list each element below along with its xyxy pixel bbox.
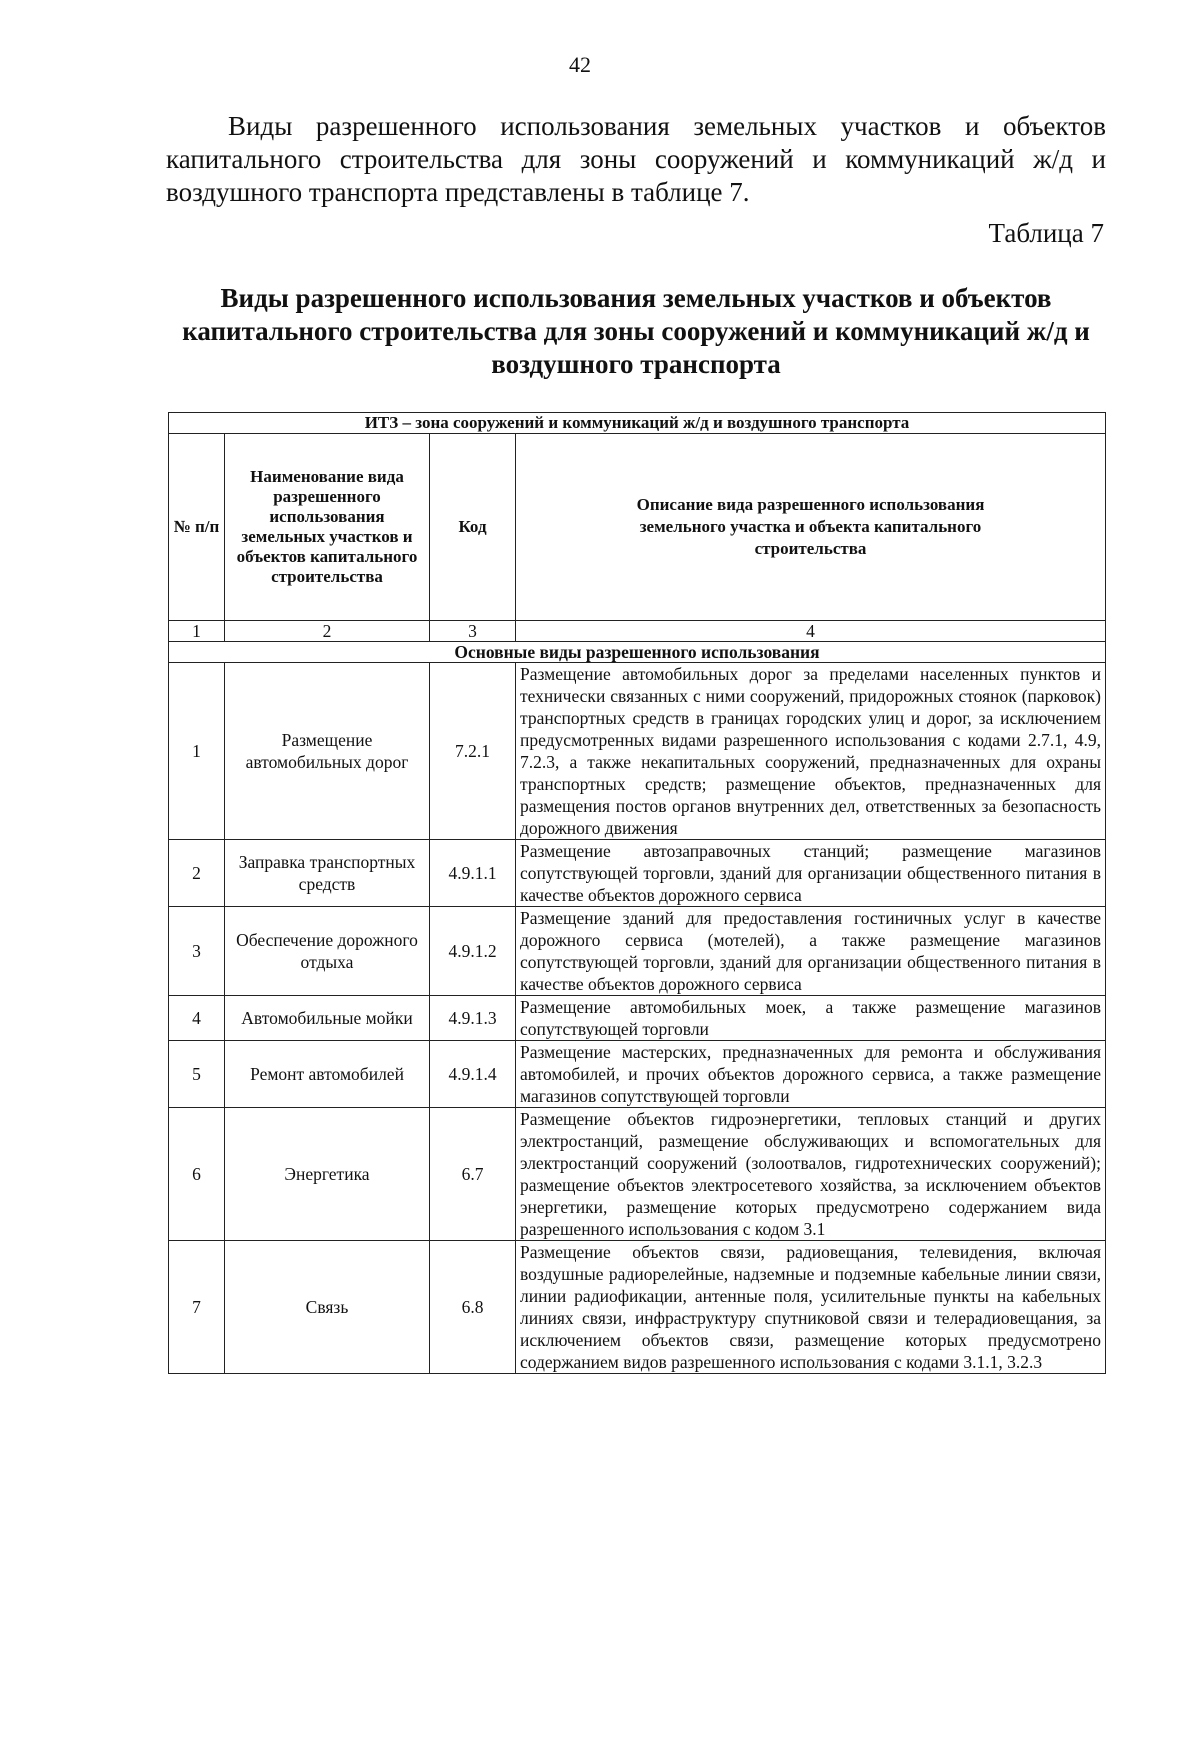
row-code: 6.8 xyxy=(430,1241,516,1374)
row-description: Размещение мастерских, предназначенных для ремонта и обслуживания автомобилей, и прочих объектов дорожного сервиса, а также размещение магазинов сопутствующей торговли xyxy=(516,1041,1106,1108)
row-name: Обеспечение дорожного отдыха xyxy=(225,907,430,996)
row-name: Связь xyxy=(225,1241,430,1374)
column-number: 3 xyxy=(430,621,516,642)
row-num: 6 xyxy=(169,1108,225,1241)
row-description: Размещение автомобильных дорог за пределами населенных пунктов и технически связанных с ними сооружений, придорожных стоянок (парковок) транспортных средств в границах городских улиц и дорог, за исключением предусмотренных видами разрешенного использования с кодами 2.7.1, 4.9, 7.2.3, а также некапитальных сооружений, предназначенных для охраны транспортных средств; размещение объектов, предназначенных для размещения постов органов внутренних дел, ответственных за безопасность дорожного движения xyxy=(516,663,1106,840)
row-num: 7 xyxy=(169,1241,225,1374)
row-code: 7.2.1 xyxy=(430,663,516,840)
row-num: 2 xyxy=(169,840,225,907)
table-row xyxy=(169,907,1106,996)
row-description: Размещение объектов гидроэнергетики, тепловых станций и других электростанций, размещение обслуживающих и вспомогательных для электростанций сооружений (золоотвалов, гидротехнических сооружений); размещение объектов электросетевого хозяйства, за исключением объектов энергетики, размещение которых предусмотрено содержанием вида разрешенного использования с кодом 3.1 xyxy=(516,1108,1106,1241)
row-name: Заправка транспортных средств xyxy=(225,840,430,907)
table-row xyxy=(169,996,1106,1041)
row-code: 4.9.1.2 xyxy=(430,907,516,996)
table-row xyxy=(169,1041,1106,1108)
row-num: 5 xyxy=(169,1041,225,1108)
row-name: Энергетика xyxy=(225,1108,430,1241)
row-name: Ремонт автомобилей xyxy=(225,1041,430,1108)
land-use-table xyxy=(168,412,1106,1374)
intro-paragraph: Виды разрешенного использования земельных участков и объектов капитального строительства для зоны сооружений и коммуникаций ж/д и воздушного транспорта представлены в таблице 7. xyxy=(166,111,1106,207)
column-header-row xyxy=(169,434,1106,621)
table-row xyxy=(169,1108,1106,1241)
row-code: 6.7 xyxy=(430,1108,516,1241)
row-code: 4.9.1.1 xyxy=(430,840,516,907)
row-description: Размещение зданий для предоставления гостиничных услуг в качестве дорожного сервиса (мотелей), а также размещение магазинов сопутствующей торговли, зданий для организации общественного питания в качестве объектов дорожного сервиса xyxy=(516,907,1106,996)
section-main-header: Основные виды разрешенного использования xyxy=(169,642,1106,663)
row-name: Автомобильные мойки xyxy=(225,996,430,1041)
header-code: Код xyxy=(430,434,516,621)
table-row xyxy=(169,840,1106,907)
row-name: Размещение автомобильных дорог xyxy=(225,663,430,840)
column-number: 1 xyxy=(169,621,225,642)
header-name: Наименование вида разрешенного использования земельных участков и объектов капитального строительства xyxy=(225,434,430,621)
row-description: Размещение объектов связи, радиовещания, телевидения, включая воздушные радиорелейные, надземные и подземные кабельные линии связи, линии радиофикации, антенные поля, усилительные пункты на кабельных линиях связи, инфраструктуру спутниковой связи и телерадиовещания, за исключением объектов связи, размещение которых предусмотрено содержанием видов разрешенного использования с кодами 3.1.1, 3.2.3 xyxy=(516,1241,1106,1374)
row-num: 1 xyxy=(169,663,225,840)
column-number: 4 xyxy=(516,621,1106,642)
page-number: 42 xyxy=(569,52,591,77)
table-caption: Таблица 7 xyxy=(988,218,1104,248)
zone-header-row xyxy=(169,413,1106,434)
column-number-row xyxy=(169,621,1106,642)
zone-header: ИТЗ – зона сооружений и коммуникаций ж/д и воздушного транспорта xyxy=(169,413,1106,434)
table-title: Виды разрешенного использования земельных участков и объектов капитального строительства для зоны сооружений и коммуникаций ж/д и воздушного транспорта xyxy=(182,283,1090,379)
header-description: Описание вида разрешенного использования земельного участка и объекта капитального строительства xyxy=(516,434,1106,621)
section-row xyxy=(169,642,1106,663)
table-row xyxy=(169,663,1106,840)
row-code: 4.9.1.3 xyxy=(430,996,516,1041)
row-description: Размещение автомобильных моек, а также размещение магазинов сопутствующей торговли xyxy=(516,996,1106,1041)
row-description: Размещение автозаправочных станций; размещение магазинов сопутствующей торговли, зданий для организации общественного питания в качестве объектов дорожного сервиса xyxy=(516,840,1106,907)
row-code: 4.9.1.4 xyxy=(430,1041,516,1108)
row-num: 3 xyxy=(169,907,225,996)
column-number: 2 xyxy=(225,621,430,642)
table-row xyxy=(169,1241,1106,1374)
header-num: № п/п xyxy=(169,434,225,621)
row-num: 4 xyxy=(169,996,225,1041)
